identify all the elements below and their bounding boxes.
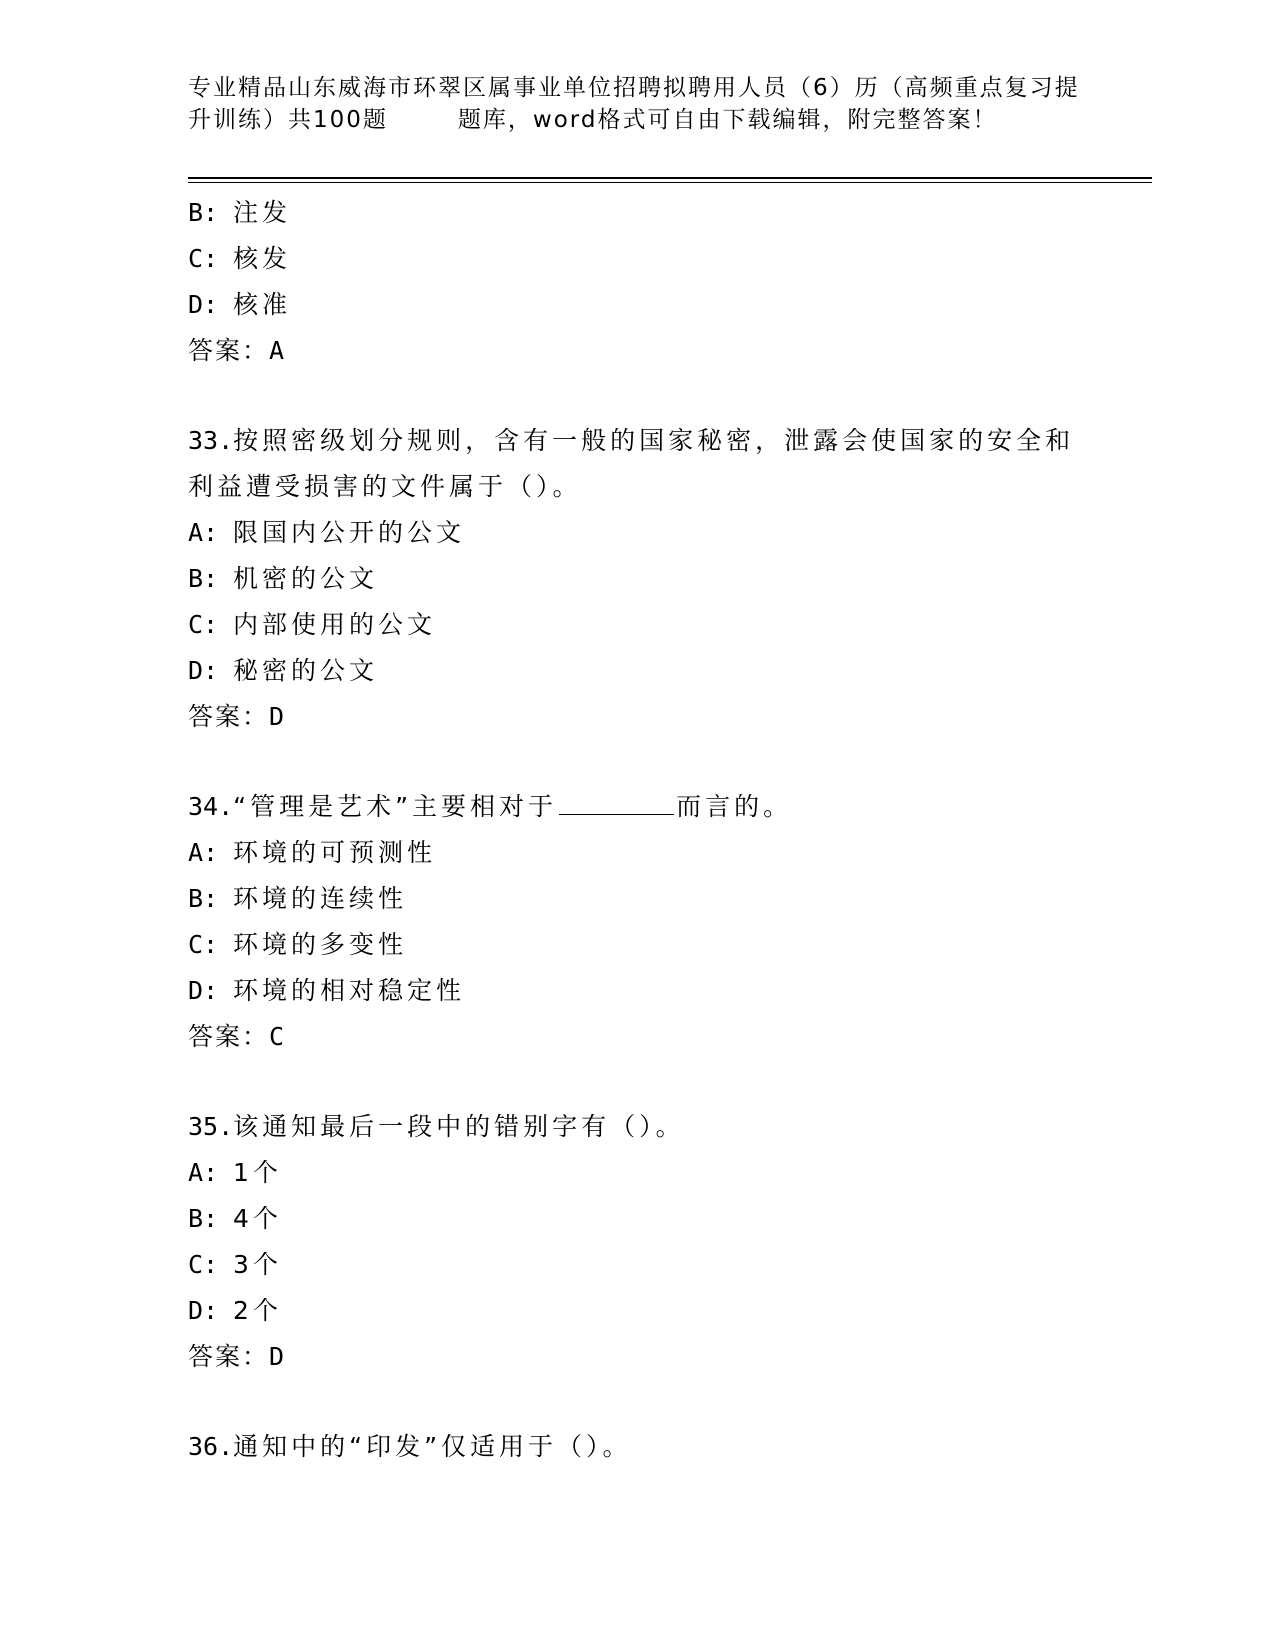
answer-line: [188, 1334, 1088, 1380]
option-text: 环境的可预测性: [233, 838, 437, 867]
option-text: 4个: [233, 1204, 282, 1233]
option-b: [188, 1196, 1088, 1242]
answer-line: [188, 328, 1088, 374]
header-line-2-start: 升训练）共100题: [188, 107, 388, 133]
answer-label: 答案：: [188, 1022, 270, 1051]
option-prefix: A:: [188, 838, 219, 867]
question-stem-line-2: 利益遭受损害的文件属于（）。: [188, 472, 582, 501]
option-text: 注发: [233, 198, 292, 227]
option-text: 环境的相对稳定性: [233, 976, 466, 1005]
option-text: 2个: [233, 1296, 282, 1325]
document-header: [188, 72, 1088, 136]
option-d: [188, 648, 1088, 694]
option-b: [188, 556, 1088, 602]
question-stem: [188, 784, 1088, 830]
option-prefix: B:: [188, 564, 219, 593]
question-text: “管理是艺术”主要相对于: [233, 792, 558, 821]
option-prefix: C:: [188, 244, 219, 273]
header-line-2: [188, 104, 1088, 136]
question-list: [188, 190, 1088, 1470]
option-prefix: D:: [188, 976, 219, 1005]
question-stem: [188, 1104, 1088, 1150]
option-prefix: D:: [188, 290, 219, 319]
option-d: [188, 968, 1088, 1014]
question-number: 35.: [188, 1112, 234, 1141]
question-34: [188, 784, 1088, 1060]
option-text: 机密的公文: [233, 564, 379, 593]
answer-line: [188, 694, 1088, 740]
option-b: [188, 190, 1088, 236]
option-text: 限国内公开的公文: [233, 518, 466, 547]
question-stem: [188, 418, 1088, 510]
option-prefix: D:: [188, 656, 219, 685]
answer-value: D: [269, 1342, 285, 1371]
question-36: [188, 1424, 1088, 1470]
option-a: [188, 510, 1088, 556]
option-text: 内部使用的公文: [233, 610, 437, 639]
fill-in-blank: [559, 790, 674, 815]
question-32: [188, 190, 1088, 374]
option-prefix: C:: [188, 930, 219, 959]
answer-value: A: [269, 336, 285, 365]
option-prefix: B:: [188, 1204, 219, 1233]
option-b: [188, 876, 1088, 922]
question-text-end: 而言的。: [676, 792, 793, 821]
option-c: [188, 922, 1088, 968]
question-35: [188, 1104, 1088, 1380]
option-prefix: D:: [188, 1296, 219, 1325]
question-text: 按照密级划分规则，含有一般的国家秘密，泄露会使国家的安全和: [233, 426, 1075, 455]
question-33: [188, 418, 1088, 740]
question-stem-line-1: [188, 418, 1088, 464]
answer-label: 答案：: [188, 336, 270, 365]
option-a: [188, 830, 1088, 876]
answer-line: [188, 1014, 1088, 1060]
option-a: [188, 1150, 1088, 1196]
option-text: 环境的多变性: [233, 930, 408, 959]
question-number: 34.: [188, 792, 234, 821]
header-divider-thin: [188, 182, 1152, 183]
header-divider-thick: [188, 177, 1152, 179]
option-text: 核准: [233, 290, 292, 319]
option-prefix: C:: [188, 610, 219, 639]
option-prefix: A:: [188, 1158, 219, 1187]
option-text: 3个: [233, 1250, 282, 1279]
question-number: 36.: [188, 1432, 234, 1461]
answer-label: 答案：: [188, 1342, 270, 1371]
header-line-1: 专业精品山东威海市环翠区属事业单位招聘拟聘用人员（6）历（高频重点复习提: [188, 75, 1080, 101]
header-line-2-end: 题库，word格式可自由下载编辑，附完整答案！: [457, 107, 998, 133]
option-prefix: C:: [188, 1250, 219, 1279]
option-prefix: B:: [188, 198, 219, 227]
answer-value: C: [269, 1022, 285, 1051]
option-c: [188, 1242, 1088, 1288]
option-text: 1个: [233, 1158, 282, 1187]
option-prefix: B:: [188, 884, 219, 913]
answer-label: 答案：: [188, 702, 270, 731]
option-text: 环境的连续性: [233, 884, 408, 913]
question-number: 33.: [188, 426, 234, 455]
question-stem: [188, 1424, 1088, 1470]
answer-value: D: [269, 702, 285, 731]
option-prefix: A:: [188, 518, 219, 547]
option-d: [188, 282, 1088, 328]
option-d: [188, 1288, 1088, 1334]
option-c: [188, 236, 1088, 282]
option-c: [188, 602, 1088, 648]
option-text: 秘密的公文: [233, 656, 379, 685]
question-text: 通知中的“印发”仅适用于（）。: [233, 1432, 632, 1461]
question-text: 该通知最后一段中的错别字有（）。: [233, 1112, 685, 1141]
option-text: 核发: [233, 244, 292, 273]
